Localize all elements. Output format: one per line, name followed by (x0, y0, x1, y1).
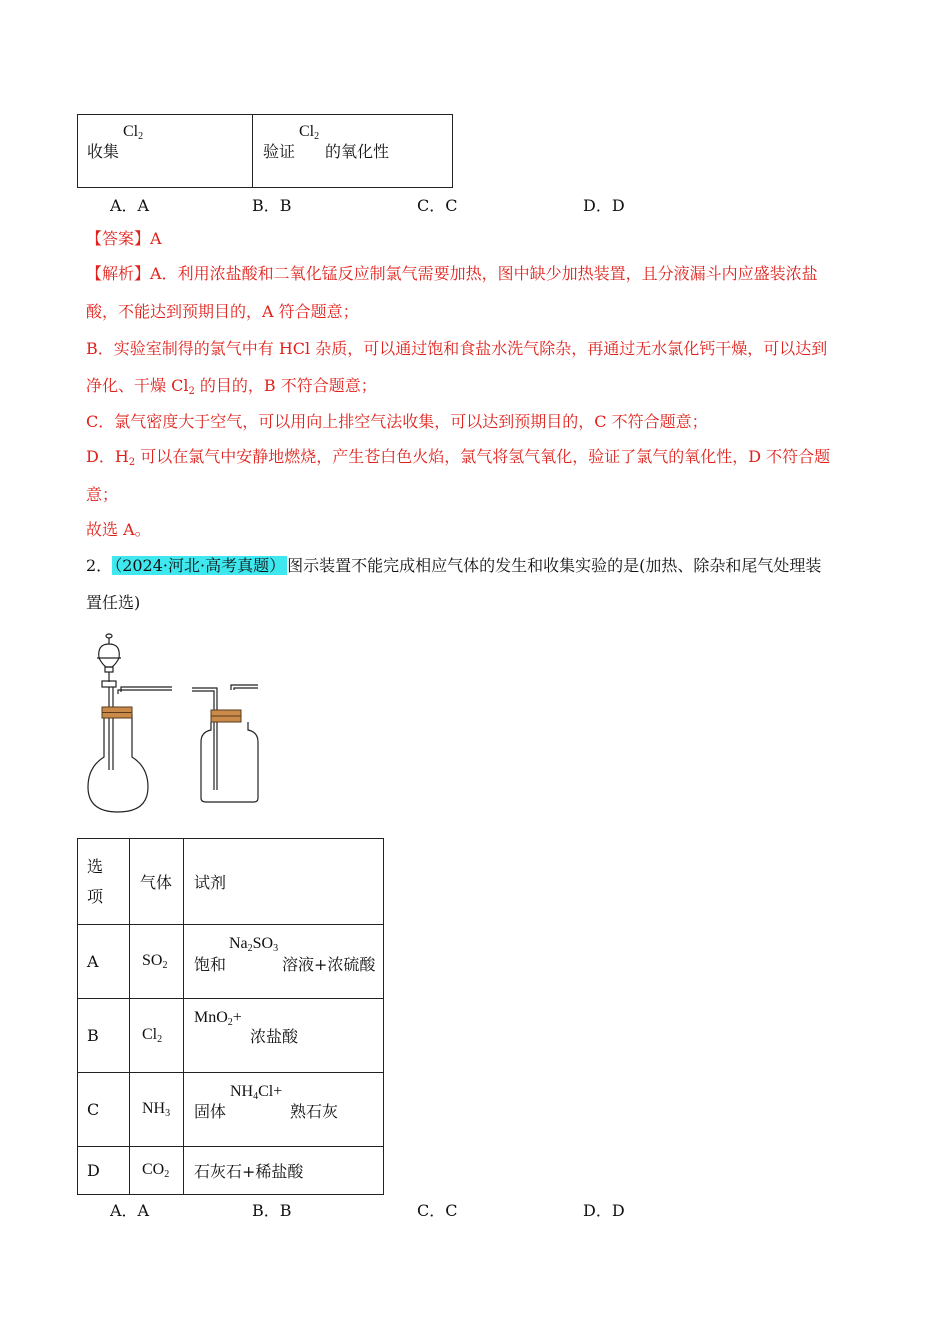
option-d: D．D (583, 196, 625, 215)
row-gas: $SO_2$ (142, 952, 168, 971)
gas-bottle (192, 685, 258, 802)
row-gas: $CO_2$ (142, 1161, 170, 1180)
row-gas: $Cl_2$ (142, 1026, 163, 1045)
cl2-formula: $Cl_2$ (123, 123, 144, 142)
row-gas: $NH_3$ (142, 1100, 171, 1119)
option-a: A．A (110, 1201, 150, 1220)
cell-prefix: 验证 (263, 142, 296, 161)
analysis-b-line1: B．实验室制得的氯气中有 HCl 杂质，可以通过饱和食盐水洗气除杂，再通过无水氯化钙干燥，可以达到 (86, 339, 828, 358)
option-b: B．B (252, 1201, 292, 1220)
row-option: C (87, 1100, 100, 1119)
row-option: A (87, 952, 99, 971)
q1-options (0, 193, 950, 213)
source-tag: （2024·河北·高考真题） (114, 556, 286, 575)
table-row (78, 999, 384, 1073)
option-c: C．C (417, 196, 458, 215)
option-c: C．C (417, 1201, 458, 1220)
q2-stem-line2: 置任选) (86, 593, 141, 612)
header-gas: 气体 (130, 839, 184, 925)
cl2-formula: $Cl_2$ (299, 123, 320, 142)
q1-cell-verify (253, 115, 453, 188)
option-b: B．B (252, 196, 292, 215)
question-number: 2． (86, 556, 113, 575)
q2-stem-line1: 2． （2024·河北·高考真题） 图示装置不能完成相应气体的发生和收集实验的是(加热、除杂和尾气处理装 (86, 556, 822, 575)
cell-prefix: 收集 (87, 142, 120, 161)
q1-table (77, 114, 453, 188)
q2-table (77, 838, 384, 1195)
row-reagent: 固体 $NH_4Cl+$ 熟石灰 (194, 1083, 339, 1121)
header-option: 选 项 (78, 839, 130, 925)
conclusion-line: 故选 A。 (86, 520, 151, 539)
answer-line: 【答案】A (86, 229, 162, 248)
analysis-d-line2: 意； (86, 485, 119, 504)
table-row (78, 925, 384, 999)
stopper-bottle (211, 710, 241, 722)
option-a: A．A (110, 196, 150, 215)
row-option: D (87, 1161, 100, 1180)
row-option: B (87, 1026, 99, 1045)
option-d: D．D (583, 1201, 625, 1220)
analysis-a-line2: 酸，不能达到预期目的，A 符合题意； (86, 302, 359, 321)
header-reagent: 试剂 (184, 839, 384, 925)
table-header-row (78, 839, 384, 925)
row-reagent: 饱和 $Na_2SO_3$ 溶液+浓硫酸 (194, 935, 376, 974)
table-row (78, 1073, 384, 1147)
stopper-flask (102, 707, 132, 718)
apparatus-figure (80, 630, 270, 815)
round-bottom-flask (88, 634, 172, 812)
analysis-d-line1: D．$H_2$ 可以在氯气中安静地燃烧，产生苍白色火焰，氯气将氢气氧化，验证了氯气的氧化性，D 不符合题 (86, 447, 831, 468)
q2-options (0, 1198, 950, 1218)
table-row (78, 1147, 384, 1195)
analysis-a-line1: 【解析】A．利用浓盐酸和二氧化锰反应制氯气需要加热，图中缺少加热装置，且分液漏斗内应盛装浓盐 (86, 264, 818, 283)
row-reagent: MnO$_2$+ 浓盐酸 (194, 1009, 299, 1046)
row-reagent: 石灰石+稀盐酸 (194, 1162, 304, 1181)
q1-cell-collect (78, 115, 253, 188)
analysis-b-line2: 净化、干燥 $Cl_2$ 的目的，B 不符合题意； (86, 376, 377, 397)
cell-suffix: 的氧化性 (325, 142, 390, 161)
analysis-c-line: C．氯气密度大于空气，可以用向上排空气法收集，可以达到预期目的，C 不符合题意； (86, 412, 708, 431)
